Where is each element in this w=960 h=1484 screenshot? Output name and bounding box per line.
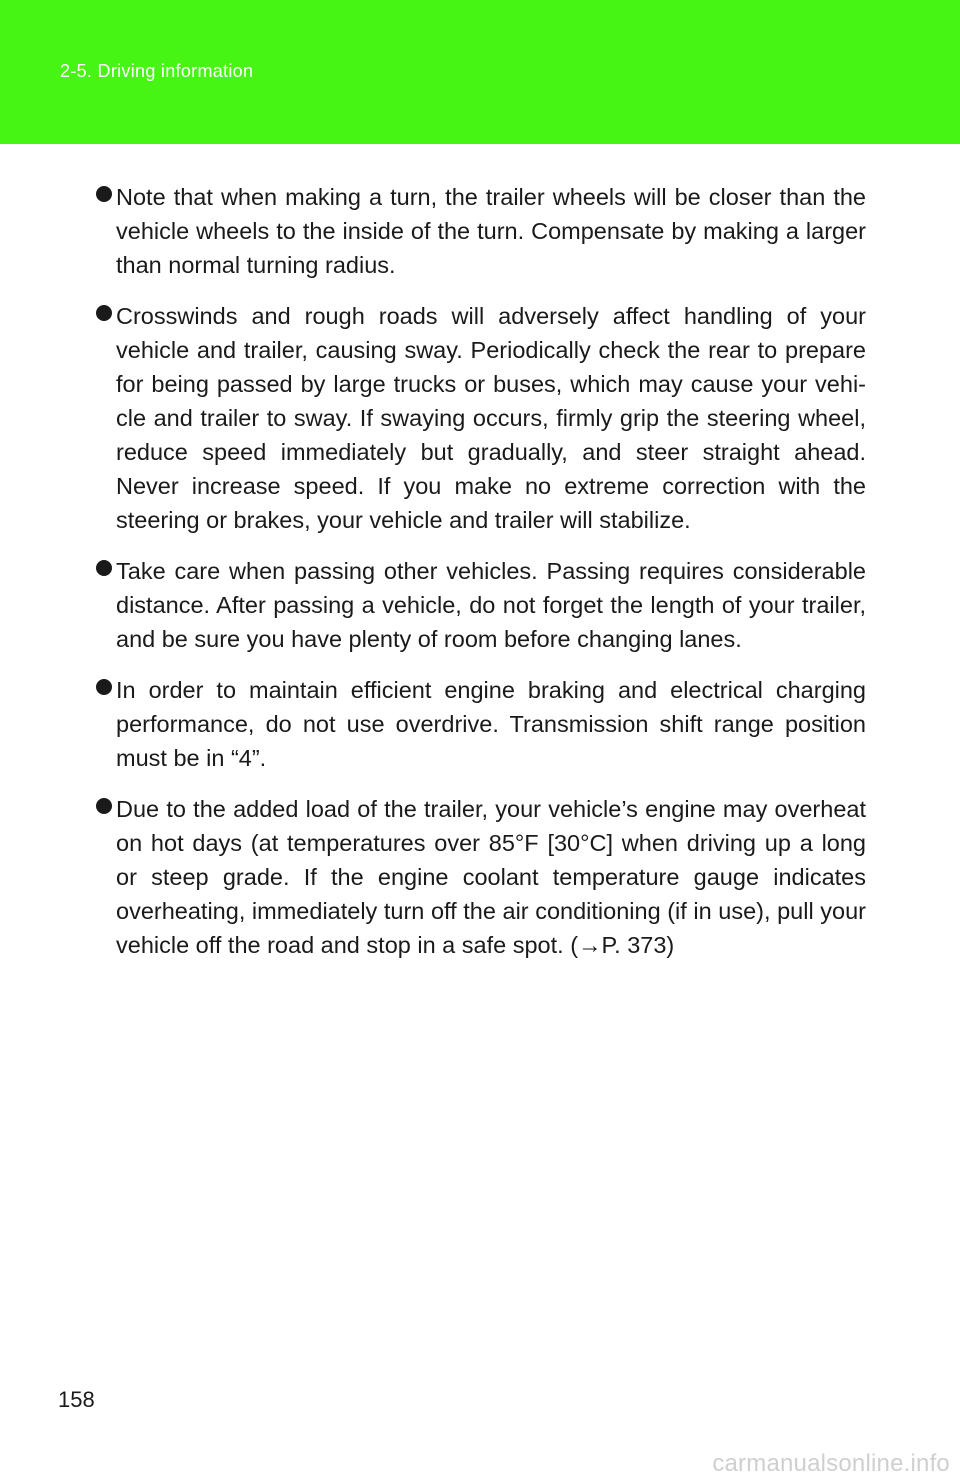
bullet-text: Crosswinds and rough roads will adversely affect handling of your vehicle and trailer, causing sway. Periodically check the rear to prepare for being passed by large trucks or buses, which may cause your vehi-cle and trailer to sway. If swaying occurs, firmly grip the steering wheel, reduce speed immediately but gradually, and steer straight ahead. Never increase speed. If you make no extreme correction with the steering or brakes, your vehicle and trailer will stabilize.	[116, 303, 866, 533]
bullet-text: Note that when making a turn, the trailer wheels will be closer than the vehicle wheels to the inside of the turn. Compensate by making a larger than normal turning radius.	[116, 184, 866, 278]
bullet-text: Take care when passing other vehicles. Passing requires considerable distance. After passing a vehicle, do not forget the length of your trailer, and be sure you have plenty of room before changing lanes.	[116, 558, 866, 652]
bullet-text: Due to the added load of the trailer, your vehicle’s engine may overheat on hot days (at temperatures over 85°F [30°C] when driving up a long or steep grade. If the engine coolant temperature gauge indicates overheating, immediately turn off the air conditioning (if in use), pull your vehicle off the road and stop in a safe spot. (→P. 373)	[116, 796, 866, 958]
list-item	[96, 792, 866, 962]
bullet-icon	[96, 798, 112, 814]
bullet-icon	[96, 679, 112, 695]
watermark: carmanualsonline.info	[712, 1450, 950, 1477]
list-item	[96, 180, 866, 282]
bullet-icon	[96, 186, 112, 202]
bullet-list	[96, 180, 866, 979]
bullet-icon	[96, 560, 112, 576]
list-item	[96, 299, 866, 537]
header-band	[0, 0, 960, 144]
section-title: 2-5. Driving information	[60, 61, 254, 81]
list-item	[96, 673, 866, 775]
list-item	[96, 554, 866, 656]
bullet-text: In order to maintain efficient engine braking and electrical charging performance, do not use overdrive. Transmission shift range position must be in “4”.	[116, 677, 866, 771]
bullet-icon	[96, 305, 112, 321]
page-number: 158	[58, 1387, 95, 1412]
